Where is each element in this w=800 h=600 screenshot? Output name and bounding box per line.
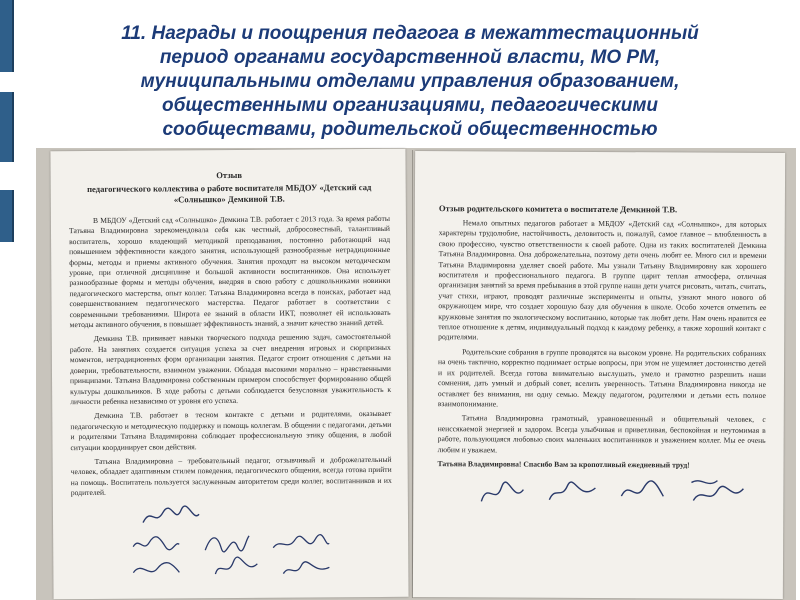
signature	[281, 557, 331, 579]
document-subheading: педагогического коллектива о работе воспитателя МБДОУ «Детский сад «Солнышко» Демкиной Т.В.	[87, 182, 372, 205]
document-body	[69, 214, 392, 499]
signature	[131, 558, 181, 580]
signature	[687, 475, 747, 507]
signature	[131, 532, 181, 554]
slide-title-line: 11. Награды и поощрения педагога в межаттестационный	[121, 23, 699, 44]
signature	[211, 555, 261, 579]
signature	[141, 504, 201, 528]
signature	[617, 478, 667, 506]
slide-title-line: общественными организациями, педагогическими	[162, 95, 658, 116]
document-heading: Отзыв родительского комитета о воспитателе Демкиной Т.В.	[438, 203, 678, 215]
signatures-block	[71, 556, 392, 592]
document-paragraph: Родительские собрания в группе проводятся на высоком уровне. На родительских собраниях на очень тактично, корректно поднимает острые вопросы, при этом не ущемляет достоинство детей и их родителей. Всегда готова внимательно выслушать, умело и грамотно разрешить наши сомнения, дать умный и добрый совет, вселить уверенность. Татьяна Владимировна никогда не оставляет без внимания, ни одну семью. Между педагогом, родителями и детьми есть полное взаимопонимание.	[437, 347, 767, 409]
slide-title-line: муниципальными отделами управления образованием,	[140, 71, 680, 92]
accent-bar	[0, 190, 14, 242]
signature	[201, 529, 251, 555]
signature	[271, 531, 331, 555]
accent-bar	[0, 0, 14, 72]
parents-review-document	[413, 151, 785, 599]
slide-title	[40, 22, 780, 142]
document-paragraph: Демкина Т.В. работает в тесном контакте с детьми и родителями, оказывает педагогическую и методическую поддержку и помощь коллегам. В общении с педагогами, детьми и родителями Татьяна Владимировна соблюдает профессиональную этику общения, в любой ситуации координирует свои действия.	[70, 409, 392, 452]
document-paragraph: Татьяна Владимировна – требовательный педагог, отзывчивый и доброжелательный человек, обладает адаптивным стилем поведения, педагогического общения, всегда готова прийти на помощь. Воспитатель пользуется заслуженным авторитетом среди коллег, воспитанников и их родителей.	[70, 454, 392, 498]
document-closing: Татьяна Владимировна! Спасибо Вам за кропотливый ежедневный труд!	[437, 459, 690, 470]
document-paragraph: Татьяна Владимировна грамотный, уравновешенный и общительный человек, с неиссякаемой энергией и задором. Всегда улыбчивая и приветливая, беспокойная и неутомимая в работе, пользующаяся любовью своих маленьких воспитанников и уважением коллег. Мы ее очень любим и уважаем.	[437, 413, 766, 454]
signature	[477, 480, 527, 508]
slide-title-line: сообществами, родительской общественностью	[162, 119, 658, 140]
document-heading: Отзыв	[216, 169, 243, 181]
document-paragraph: В МБДОУ «Детский сад «Солнышко» Демкина Т.В. работает с 2013 года. За время работы Татьяна Владимировна зарекомендовала себя как честный, добросовестный, талантливый воспитатель, хорошо владеющий методикой преподавания, постоянно работающий над повышением эффективности каждого занятия, использующей разнообразные нетрадиционные формы, методы и приемы активного обучения. Занятия проходят на высоком методическом уровне, при отличной дисциплине и большой активности воспитанников. Она использует разнообразные формы и методы обучения, внедряя в свою работу с дошкольниками новинки педагогического мастерства, опыт коллег. Татьяна Владимировна всегда в поисках, работает над совершенствованием педагогического мастерства. Педагог работает в соответствии с современными требованиями. Широта ее знаний в области ИКТ, позволяет ей использовать методы активного обучения, в повышает эффективность знаний, а значит качество знаний детей.	[68, 213, 391, 330]
signature	[547, 480, 597, 506]
staff-review-document	[50, 149, 408, 599]
signatures-block	[437, 473, 765, 515]
accent-bar	[0, 92, 14, 162]
left-accent-bars	[0, 0, 14, 600]
slide-title-line: период органами государственной власти, МО РМ,	[159, 47, 661, 68]
document-paragraph: Немало опытных педагогов работает в МБДОУ «Детский сад «Солнышко», для которых характерны трудолюбие, настойчивость, деловитость и, пожалуй, самое главное – влюбленность в свою профессию, чувство ответственности к своей работе. Одна из таких воспитателей Демкина Татьяна Владимировна. Она доброжелательна, поэтому дети очень любят ее. Много сил и времени Татьяна Владимировна уделяет своей работе. Мы узнали Татьяну Владимировну как хорошего воспитателя и профессионального педагога. В группе царит теплая атмосфера, отличная организация занятий за время пребывания в этой группе наши дети учатся рисовать, читать, считать, учат стихи, играют, проводят различные эксперименты и опыты, узнают много нового об окружающем мире, что создает хорошую базу для обучения в школе. Особо хочется отметить ее кружковые занятия по экологическому воспитанию, которые так любят дети. Нам очень нравится ее теплое отношение к детям, индивидуальный подход к каждому ребенку, а также хороший контакт с родителями.	[438, 218, 767, 342]
document-paragraph: Демкина Т.В. прививает навыки творческого подхода решению задач, самостоятельной работе. На занятиях создается ситуация успеха за счет внедрения игровых и сюрпризных моментов, нетрадиционных форм организации занятия. Педагог строит отношения с детьми на доверии, требовательности, взаимном уважении. Обладая высокими морально – нравственными принципами. Татьяна Владимировна собственным примером способствует формированию общей культуры дошкольников. В ходе работы с детьми соблюдается безусловная уважительность к личности ребенка независимо от уровня его успеха.	[69, 332, 392, 407]
